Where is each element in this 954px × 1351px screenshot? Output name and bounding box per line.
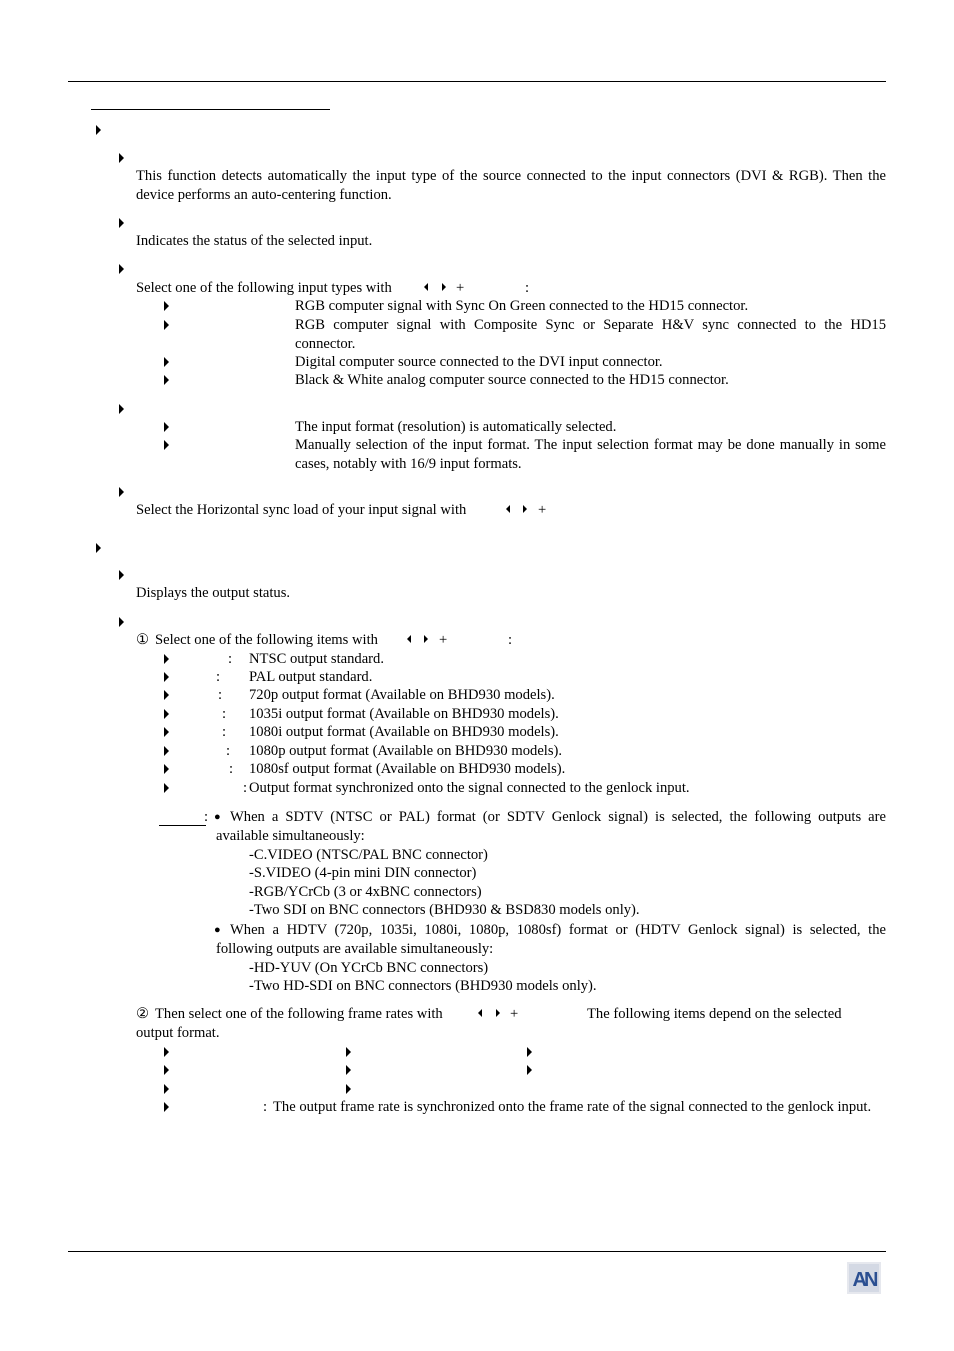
input-format-1-desc: The input format (resolution) is automatically selected. — [295, 419, 617, 435]
output-item-8-colon: : — [243, 780, 248, 796]
header-rule — [68, 81, 886, 82]
note-sd-text: When a SDTV (NTSC or PAL) format (or SDTV Genlock signal) is selected, the following outputs are available simultaneously: — [216, 809, 886, 844]
rate-genlock-desc: The output frame rate is synchronized onto the frame rate of the signal connected to the genlock input. — [273, 1099, 872, 1115]
output-item-5-colon: : — [222, 724, 227, 740]
input-type-1-desc: RGB computer signal with Sync On Green connected to the HD15 connector. — [295, 298, 749, 314]
output-item-1-arrow-icon — [164, 654, 169, 664]
hsync-plus: + — [538, 502, 547, 518]
input-type-3-desc: Digital computer source connected to the DVI input connector. — [295, 354, 663, 370]
step2-depend: The following items depend on the selected — [587, 1006, 842, 1022]
note-hd-text: When a HDTV (720p, 1035i, 1080i, 1080p, 1080sf) format or (HDTV Genlock signal) is selected, the following outputs are available simultaneously: — [216, 922, 886, 957]
output-item-3-arrow-icon — [164, 690, 169, 700]
step1-intro: Select one of the following items with — [155, 632, 378, 648]
step1-colon: : — [508, 632, 513, 648]
hsync-arrow-icon — [119, 487, 124, 497]
hsync-right-key-icon — [523, 505, 527, 513]
input-type-intro: Select one of the following input types with — [136, 280, 392, 296]
note-sd-output-4: -Two SDI on BNC connectors (BHD930 & BSD830 models only). — [249, 902, 640, 918]
note-hd-output-1: -HD-YUV (On YCrCb BNC connectors) — [249, 960, 489, 976]
note-hd-output-2: -Two HD-SDI on BNC connectors (BHD930 models only). — [249, 978, 597, 994]
rate-5-arrow-icon — [346, 1065, 351, 1075]
step1-plus: + — [439, 632, 448, 648]
section-heading-underline — [91, 109, 330, 110]
output-item-2-arrow-icon — [164, 672, 169, 682]
input-status-description: Indicates the status of the selected input. — [136, 233, 373, 249]
logo-letters: AN — [852, 1269, 876, 1291]
output-item-1-desc: NTSC output standard. — [249, 651, 384, 667]
input-type-plus: + — [456, 280, 465, 296]
input-format-1-arrow-icon — [164, 422, 169, 432]
rate-4-arrow-icon — [164, 1065, 169, 1075]
step2-intro: Then select one of the following frame rates with — [155, 1006, 443, 1022]
note-hd-bullet: ● — [214, 924, 221, 936]
output-item-7-desc: 1080sf output format (Available on BHD930 models). — [249, 761, 566, 777]
input-type-arrow-icon — [119, 264, 124, 274]
rate-genlock-arrow-icon — [164, 1102, 169, 1112]
input-menu-arrow-icon — [96, 125, 101, 135]
rate-genlock-colon: : — [263, 1099, 268, 1115]
input-type-4-desc: Black & White analog computer source connected to the HD15 connector. — [295, 372, 729, 388]
output-format-arrow-icon — [119, 617, 124, 627]
output-item-4-arrow-icon — [164, 709, 169, 719]
auto-detect-arrow-icon — [119, 153, 124, 163]
input-format-arrow-icon — [119, 404, 124, 414]
output-status-arrow-icon — [119, 570, 124, 580]
input-type-1-arrow-icon — [164, 301, 169, 311]
output-item-6-arrow-icon — [164, 746, 169, 756]
output-item-3-desc: 720p output format (Available on BHD930 models). — [249, 687, 555, 703]
hsync-left-key-icon — [506, 505, 510, 513]
rate-3-arrow-icon — [527, 1047, 532, 1057]
output-item-8-arrow-icon — [164, 783, 169, 793]
company-logo-icon — [847, 1262, 881, 1294]
note-label-underline — [159, 825, 206, 826]
output-item-5-arrow-icon — [164, 727, 169, 737]
output-item-6-desc: 1080p output format (Available on BHD930 models). — [249, 743, 563, 759]
rate-8-arrow-icon — [346, 1084, 351, 1094]
step2-left-key-icon — [478, 1009, 482, 1017]
output-item-6-colon: : — [226, 743, 231, 759]
input-type-3-arrow-icon — [164, 357, 169, 367]
output-item-1-colon: : — [228, 651, 233, 667]
output-item-7-colon: : — [229, 761, 234, 777]
auto-detect-description: This function detects automatically the input type of the source connected to the input connectors (DVI & RGB). Then the device performs an auto-centering function. — [136, 168, 886, 203]
input-format-2-desc: Manually selection of the input format. The input selection format may be done manually in some cases, notably with 16/9 input formats. — [295, 437, 886, 472]
note-sd-output-3: -RGB/YCrCb (3 or 4xBNC connectors) — [249, 884, 482, 900]
step2-right-key-icon — [496, 1009, 500, 1017]
right-key-icon — [442, 283, 446, 291]
rate-7-arrow-icon — [164, 1084, 169, 1094]
note-sd-bullet: ● — [214, 811, 221, 823]
output-item-4-colon: : — [222, 706, 227, 722]
output-item-5-desc: 1080i output format (Available on BHD930 models). — [249, 724, 559, 740]
input-type-4-arrow-icon — [164, 375, 169, 385]
rate-6-arrow-icon — [527, 1065, 532, 1075]
output-item-2-desc: PAL output standard. — [249, 669, 373, 685]
footer-rule — [68, 1251, 886, 1252]
step2-marker: ② — [136, 1006, 150, 1022]
input-type-2-arrow-icon — [164, 320, 169, 330]
step2-plus: + — [510, 1006, 519, 1022]
note-sd-output-1: -C.VIDEO (NTSC/PAL BNC connector) — [249, 847, 488, 863]
output-item-2-colon: : — [216, 669, 221, 685]
step2-continuation: output format. — [136, 1025, 220, 1041]
input-type-colon: : — [525, 280, 530, 296]
note-sd-output-2: -S.VIDEO (4-pin mini DIN connector) — [249, 865, 477, 881]
output-menu-arrow-icon — [96, 543, 101, 553]
input-type-2-desc: RGB computer signal with Composite Sync or Separate H&V sync connected to the HD15 connector. — [295, 317, 886, 352]
output-item-7-arrow-icon — [164, 764, 169, 774]
rate-2-arrow-icon — [346, 1047, 351, 1057]
step1-left-key-icon — [407, 635, 411, 643]
step1-marker: ① — [136, 632, 150, 648]
output-status-description: Displays the output status. — [136, 585, 291, 601]
note-colon: : — [204, 809, 209, 825]
output-item-8-desc: Output format synchronized onto the signal connected to the genlock input. — [249, 780, 690, 796]
input-format-2-arrow-icon — [164, 440, 169, 450]
input-status-arrow-icon — [119, 218, 124, 228]
left-key-icon — [424, 283, 428, 291]
output-item-4-desc: 1035i output format (Available on BHD930 models). — [249, 706, 559, 722]
step1-right-key-icon — [424, 635, 428, 643]
rate-1-arrow-icon — [164, 1047, 169, 1057]
hsync-intro: Select the Horizontal sync load of your input signal with — [136, 502, 467, 518]
output-item-3-colon: : — [218, 687, 223, 703]
